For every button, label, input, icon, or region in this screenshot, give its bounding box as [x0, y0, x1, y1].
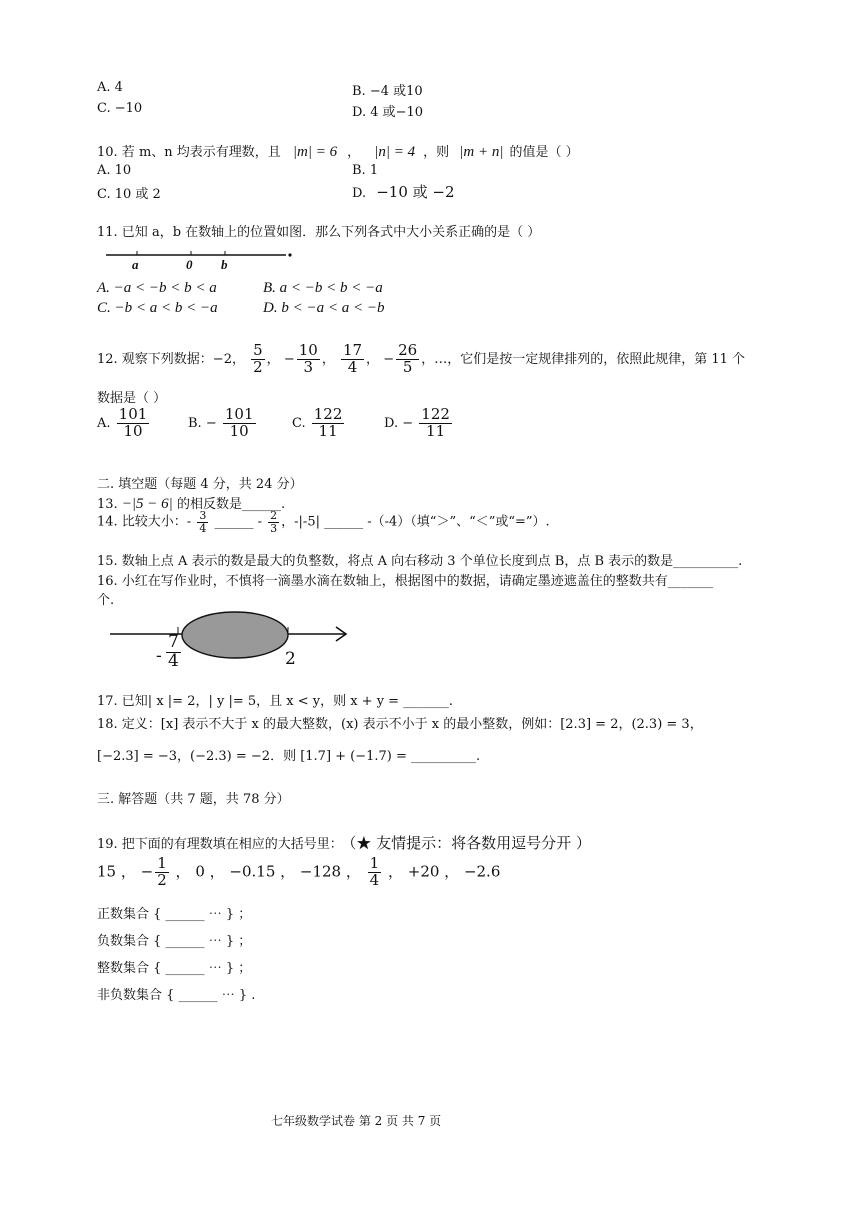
q10-abs-mn: |m + n| — [459, 144, 504, 160]
q10-option-b: B. 1 — [352, 163, 379, 178]
q11-option-d: D. b < −a < a < −b — [263, 300, 385, 316]
q12-stem-a: 12. 观察下列数据：−2， — [97, 351, 245, 367]
q13: 13. −|5 − 6| 的相反数是______. — [97, 496, 286, 512]
q16-ink-blot — [182, 612, 288, 658]
q12-stem-c: 数据是（ ） — [97, 391, 167, 406]
q13-expr: −|5 − 6| — [121, 496, 173, 512]
q16-line2: 个. — [97, 593, 115, 608]
q12-term-2-sign: − — [283, 351, 295, 367]
q10-stem-a: 10. 若 m、n 均表示有理数，且 — [97, 145, 281, 160]
q11-axis-dot — [288, 253, 291, 256]
q11-label-0: 0 — [186, 257, 193, 272]
section-2-heading: 二. 填空题（每题 4 分，共 24 分） — [97, 477, 303, 492]
q16-right-label: 2 — [285, 649, 296, 669]
q12-term-4-sign: − — [383, 351, 395, 367]
q10-option-a: A. 10 — [97, 163, 132, 178]
q12-term-3: $\frac{17}{4}$ — [342, 341, 363, 376]
q16-left-sign: - — [156, 646, 162, 666]
q18-line1: 18. 定义：[x] 表示不大于 x 的最大整数，(x) 表示不小于 x 的最小整数，例如：[2.3] = 2，(2.3) = 3， — [97, 717, 703, 732]
q11-option-a: A. −a < −b < b < a — [97, 280, 217, 296]
q11-option-c: C. −b < a < b < −a — [97, 300, 218, 316]
q10-option-d-value: −10 或 −2 — [376, 183, 455, 201]
q19-numbers: 15 ， − $\frac{1}{2}$ ， 0 ， −0.15 ， −128 ， $\frac{1}{4}$ ， +20 ， −2.6 — [97, 854, 501, 889]
q19-set-nonnegative: 非负数集合 { ______ ⋯ } . — [97, 988, 256, 1003]
q9-option-d: D. 4 或−10 — [352, 105, 424, 120]
q11-label-b: b — [221, 257, 228, 272]
section-3-heading: 三. 解答题（共 7 题，共 78 分） — [97, 792, 290, 807]
page-footer: 七年级数学试卷 第 2 页 共 7 页 — [271, 1114, 442, 1128]
q10-option-c: C. 10 或 2 — [97, 187, 161, 202]
q10-abs-m: |m| = 6 — [292, 144, 338, 160]
q10-option-d — [352, 181, 455, 202]
q19-hint: （★ 友情提示：将各数用逗号分开 ） — [348, 834, 591, 852]
q19-stem: 19. 把下面的有理数填在相应的大括号里： （★ 友情提示：将各数用逗号分开 ） — [97, 834, 591, 852]
q14: 14. 比较大小：- $\frac{3}{4}$ ______ - $\frac{2}{3}$ ，-|-5| ______ -（-4）（填“＞”、“＜”或“=”）. — [97, 509, 550, 535]
q12-term-1: $\frac{5}{2}$ — [253, 341, 263, 376]
q9-option-b: B. −4 或10 — [352, 84, 423, 99]
q19-set-negative: 负数集合 { ______ ⋯ } ； — [97, 934, 252, 949]
q9-option-c: C. −10 — [97, 101, 143, 116]
q10-stem-b: ，则 — [423, 145, 450, 160]
q16-number-line-figure — [110, 612, 360, 672]
q12-term-2: $\frac{10}{3}$ — [298, 341, 318, 376]
q10-abs-n: |n| = 4 — [374, 144, 416, 160]
q12-option-d: D. − $\frac{122}{11}$ — [384, 405, 450, 440]
q17: 17. 已知| x |= 2，| y |= 5，且 x < y，则 x + y = _______. — [97, 694, 453, 709]
q10-stem: 10. 若 m、n 均表示有理数，且 |m| = 6 ， |n| = 4 ，则 |m + n| 的值是（ ） — [97, 144, 579, 160]
q11-number-line — [100, 246, 300, 276]
q19-set-integer: 整数集合 { ______ ⋯ } ； — [97, 961, 252, 976]
q18-line2: [−2.3] = −3，(−2.3) = −2．则 [1.7] + (−1.7) = __________. — [97, 749, 481, 764]
q12-stem: 12. 观察下列数据：−2， $\frac{5}{2}$ ， − $\frac{10}{3}$ ， $\frac{17}{4}$ ， − $\frac{26}{5}$ ，…，它们是按一定规律排列的，依照此规律，第 11 个 — [97, 341, 745, 376]
q10-option-d-label: D. — [352, 186, 367, 201]
q11-label-a: a — [132, 257, 139, 272]
q11-stem: 11. 已知 a，b 在数轴上的位置如图．那么下列各式中大小关系正确的是（ ） — [97, 225, 541, 240]
q10-stem-c: 的值是（ ） — [509, 145, 579, 160]
q12-option-c: C. $\frac{122}{11}$ — [292, 405, 343, 440]
q19-set-positive: 正数集合 { ______ ⋯ } ； — [97, 907, 252, 922]
q16-left-label: $\frac{7}{4}$ — [168, 632, 179, 671]
q15: 15. 数轴上点 A 表示的数是最大的负整数，将点 A 向右移动 3 个单位长度到点 B，点 B 表示的数是__________. — [97, 554, 743, 569]
q9-option-a: A. 4 — [97, 80, 123, 95]
q12-stem-b: ，…，它们是按一定规律排列的，依照此规律，第 11 个 — [421, 351, 745, 367]
q16-line1: 16. 小红在写作业时，不慎将一滴墨水滴在数轴上，根据图中的数据，请确定墨迹遮盖住的整数共有_______ — [97, 574, 714, 589]
q12-term-4: $\frac{26}{5}$ — [398, 341, 418, 376]
q12-option-a: A. $\frac{101}{10}$ — [97, 405, 148, 440]
q11-option-b: B. a < −b < b < −a — [263, 280, 383, 296]
q12-option-b: B. − $\frac{101}{10}$ — [188, 405, 254, 440]
